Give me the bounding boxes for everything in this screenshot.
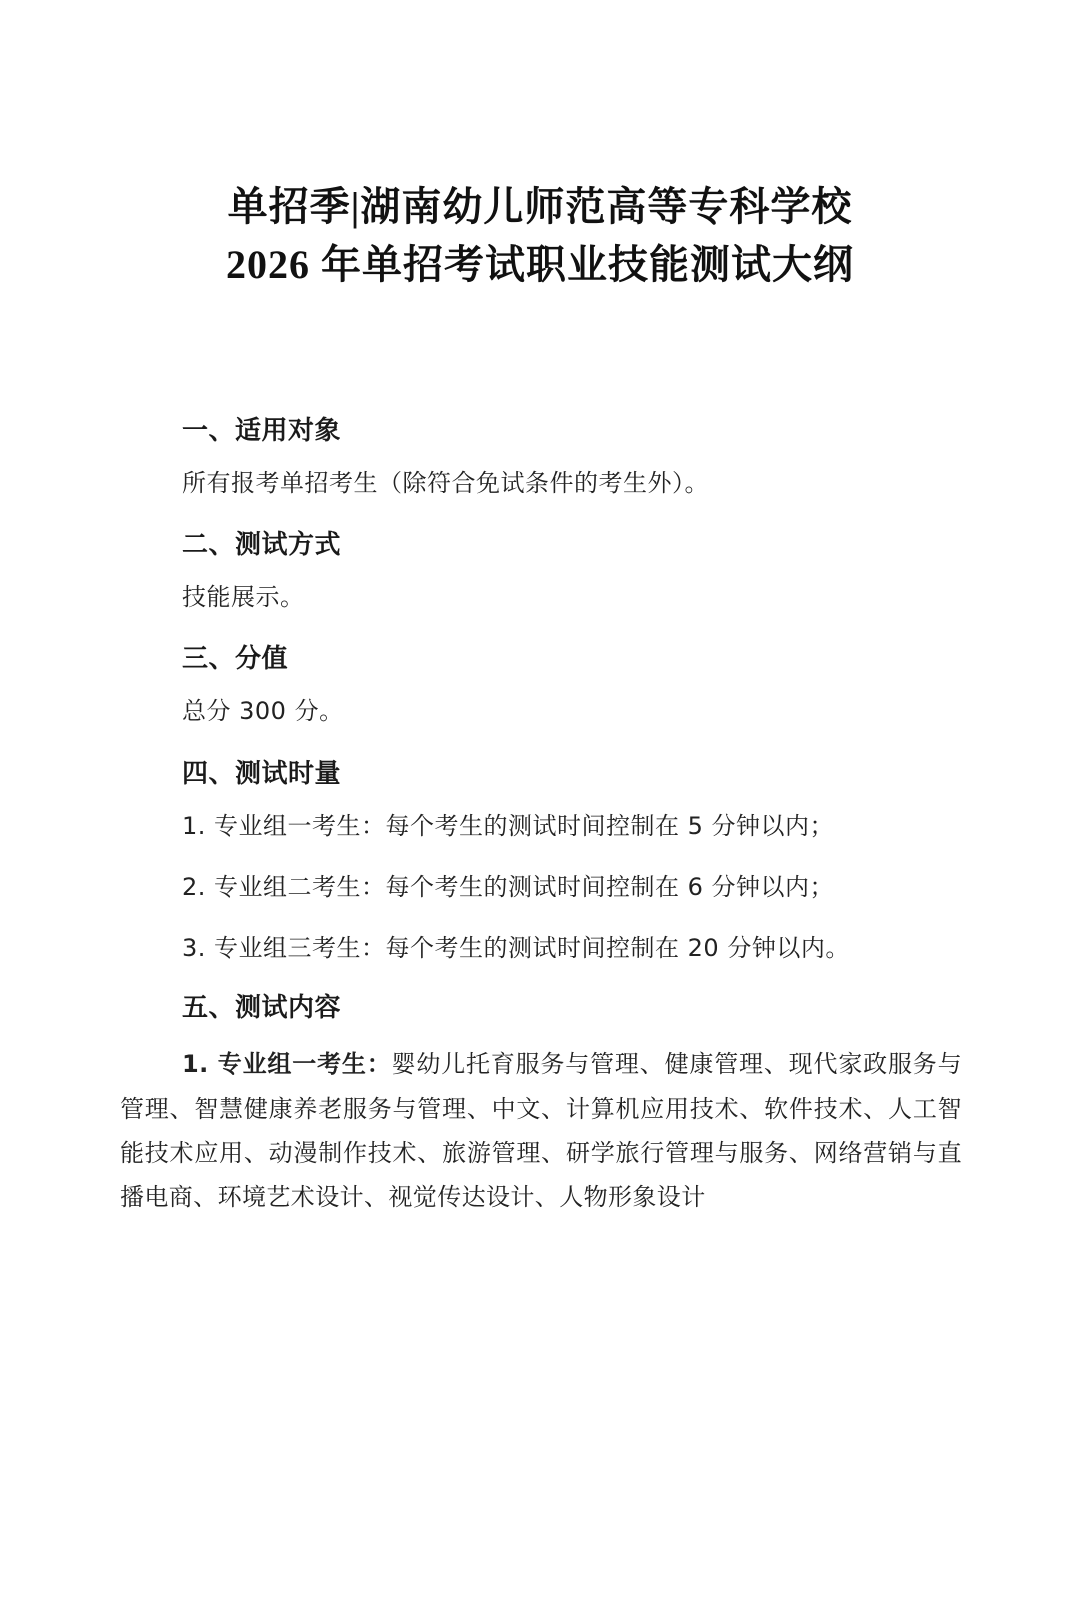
section-heading-applicable-objects: 一、适用对象 [182, 416, 342, 446]
test-content-group-one [120, 1042, 962, 1220]
duration-item-3: 3. 专业组三考生：每个考生的测试时间控制在 20 分钟以内。 [182, 933, 850, 962]
section-text-test-method: 技能展示。 [182, 583, 305, 612]
document-body [0, 412, 1080, 1220]
duration-item-2: 2. 专业组二考生：每个考生的测试时间控制在 6 分钟以内； [182, 872, 835, 901]
document-page [0, 178, 1080, 1602]
section-text-applicable-objects: 所有报考单招考生（除符合免试条件的考生外）。 [182, 469, 709, 497]
section-heading-duration: 四、测试时量 [182, 758, 342, 789]
section-heading-score: 三、分值 [182, 644, 289, 675]
section-text-score: 总分 300 分。 [182, 697, 344, 726]
title-line-2: 2026 年单招考试职业技能测试大纲 [226, 242, 854, 287]
section-heading-test-method: 二、测试方式 [182, 530, 342, 561]
section-heading-test-content: 五、测试内容 [182, 993, 342, 1024]
document-title [0, 178, 1080, 294]
title-line-1: 单招季|湖南幼儿师范高等专科学校 [227, 184, 853, 229]
duration-item-1: 1. 专业组一考生：每个考生的测试时间控制在 5 分钟以内； [182, 811, 835, 840]
test-content-group-one-label: 1. 专业组一考生： [182, 1050, 392, 1079]
test-content-group-one-text: 婴幼儿托育服务与管理、健康管理、现代家政服务与管理、智慧健康养老服务与管理、中文、计算机应用技术、软件技术、人工智能技术应用、动漫制作技术、旅游管理、研学旅行管理与服务、网络营销与直播电商、环境艺术设计、视觉传达设计、人物形象设计 [120, 1050, 963, 1212]
